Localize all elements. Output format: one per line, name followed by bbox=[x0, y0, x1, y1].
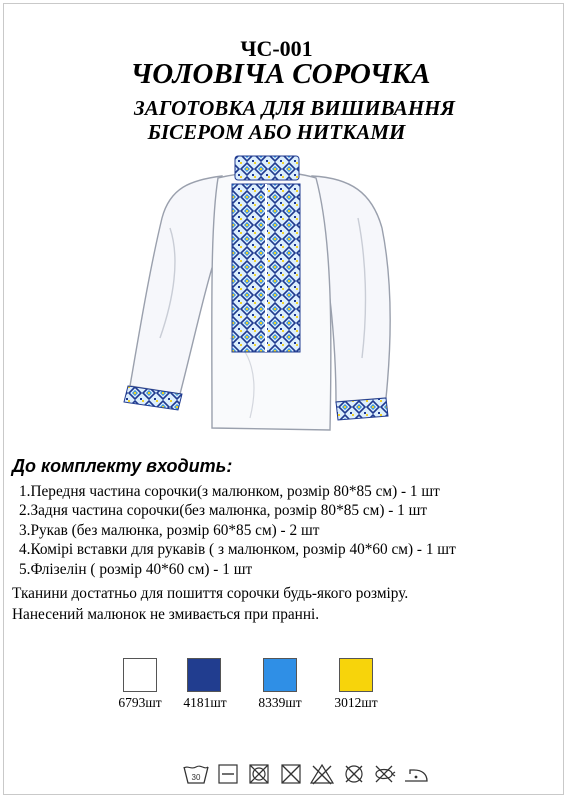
kit-item: 2.Задня частина сорочки(без малюнка, розмір 80*85 см) - 1 шт bbox=[19, 502, 428, 520]
no-wring-icon bbox=[372, 762, 396, 786]
svg-text:30: 30 bbox=[191, 773, 201, 782]
product-code: ЧС-001 bbox=[240, 36, 313, 61]
kit-item: 5.Флізелін ( розмір 40*60 см) - 1 шт bbox=[19, 560, 253, 578]
no-bleach-icon bbox=[216, 762, 240, 786]
kit-list bbox=[19, 482, 456, 579]
iron-icon bbox=[402, 762, 430, 786]
kit-item: 3.Рукав (без малюнка, розмір 60*85 см) - 2 шт bbox=[19, 521, 320, 539]
fabric-note: Тканини достатньо для пошиття сорочки будь-якого розміру. bbox=[12, 585, 409, 602]
color-swatch-light-blue bbox=[263, 658, 297, 692]
no-chemical-clean-icon bbox=[279, 762, 303, 786]
no-dry-clean-icon bbox=[342, 762, 366, 786]
swatch-count: 3012шт bbox=[334, 695, 378, 710]
wash-note: Нанесений малюнок не змивається при пранні. bbox=[12, 606, 320, 623]
kit-item: 1.Передня частина сорочки(з малюнком, розмір 80*85 см) - 1 шт bbox=[19, 483, 440, 500]
product-subtitle-1: ЗАГОТОВКА ДЛЯ ВИШИВАННЯ bbox=[134, 96, 455, 120]
shirt-illustration bbox=[100, 148, 470, 438]
kit-heading: До комплекту входить: bbox=[12, 456, 233, 476]
color-swatch-yellow bbox=[339, 658, 373, 692]
color-swatch-dark-blue bbox=[187, 658, 221, 692]
swatch-count: 8339шт bbox=[258, 695, 302, 710]
no-tumble-dry-icon bbox=[247, 762, 271, 786]
swatch-count: 6793шт bbox=[118, 695, 162, 710]
no-chlorine-icon bbox=[309, 762, 335, 786]
kit-item: 4.Комірі вставки для рукавів ( з малюнком, розмір 40*60 см) - 1 шт bbox=[19, 541, 456, 559]
wash-30-icon bbox=[182, 762, 210, 786]
product-subtitle-2: БІСЕРОМ АБО НИТКАМИ bbox=[147, 120, 406, 144]
color-swatch-white bbox=[123, 658, 157, 692]
swatch-count: 4181шт bbox=[183, 695, 227, 710]
product-title: ЧОЛОВІЧА СОРОЧКА bbox=[130, 58, 431, 90]
